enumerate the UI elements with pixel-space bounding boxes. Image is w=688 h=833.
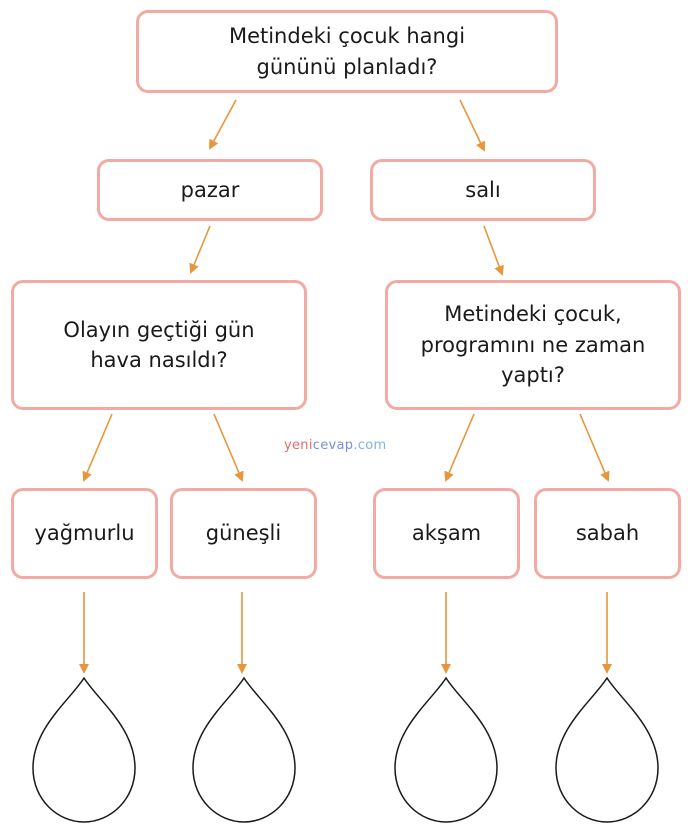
drop-shape-4 [556, 678, 658, 822]
arrow-top-to-sali [460, 100, 484, 150]
watermark-part-2: cevap [312, 438, 354, 453]
day-label-sali: salı [465, 177, 501, 202]
arrow-time-to-sabah [580, 414, 608, 480]
arrow-top-to-pazar [210, 100, 236, 148]
arrow-weather-to-gunesli [214, 414, 242, 480]
answer-label-sabah: sabah [575, 521, 640, 546]
answer-box-sabah [534, 488, 681, 579]
question-time-text: Metindeki çocuk, programını ne zaman yaptı? [420, 302, 646, 388]
answer-box-yagmurlu [11, 488, 158, 579]
watermark-part-1: yeni [284, 438, 313, 453]
arrow-weather-to-yagmurlu [84, 414, 112, 480]
question-weather-box [11, 280, 307, 410]
answer-label-aksam: akşam [411, 521, 482, 546]
answer-label-gunesli: güneşli [205, 521, 282, 546]
answer-box-aksam [373, 488, 520, 579]
question-top-text: Metindeki çocuk hangi gününü planladı? [228, 24, 466, 79]
question-time-box [385, 280, 681, 410]
drop-shape-2 [193, 678, 295, 822]
watermark-part-3: .com [353, 438, 387, 453]
day-label-pazar: pazar [180, 177, 240, 202]
arrow-sali-to-time [484, 226, 502, 274]
arrow-time-to-aksam [446, 414, 474, 480]
arrow-pazar-to-weather [191, 226, 210, 272]
question-top-box [136, 10, 558, 93]
day-box-sali [370, 159, 596, 221]
day-box-pazar [97, 159, 323, 221]
answer-label-yagmurlu: yağmurlu [34, 521, 135, 546]
drop-shape-3 [395, 678, 497, 822]
drop-shape-1 [33, 678, 135, 822]
question-weather-text: Olayın geçtiği gün hava nasıldı? [63, 317, 255, 372]
answer-box-gunesli [170, 488, 317, 579]
watermark [284, 438, 386, 453]
